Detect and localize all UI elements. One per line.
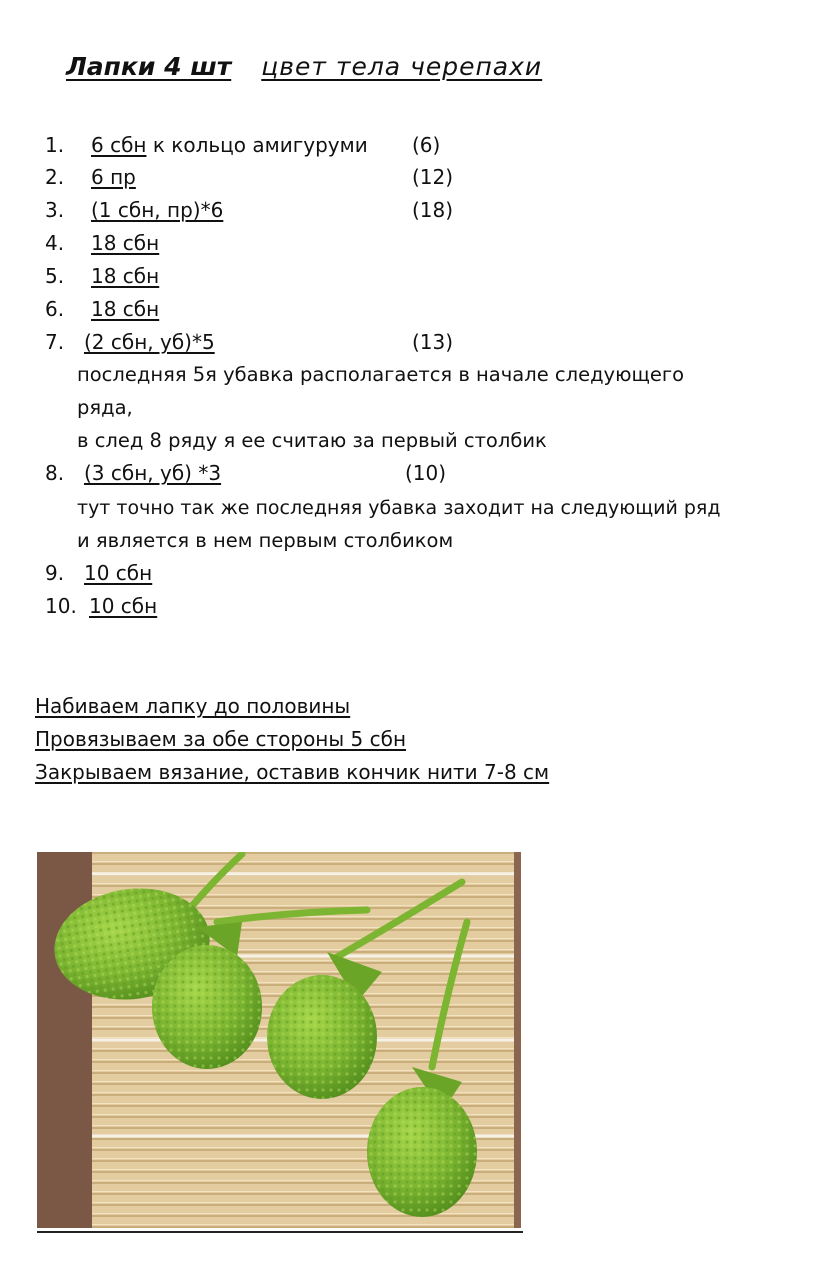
pattern-row-8: 8. (3 сбн, уб) *3 [45, 461, 222, 485]
row-count-8: (10) [405, 461, 447, 485]
photo-turtle-legs [37, 852, 521, 1228]
instruction-stuff: Набиваем лапку до половины [35, 694, 351, 718]
pattern-row-3: 3. (1 сбн, пр)*6 [45, 198, 224, 222]
turtle-legs-illustration [37, 852, 521, 1228]
row-count-2: (12) [412, 165, 454, 189]
pattern-row-9: 9. 10 сбн [45, 561, 153, 585]
instruction-close: Закрываем вязание, оставив кончик нити 7-8 см [35, 760, 550, 784]
pattern-row-4: 4. 18 сбн [45, 231, 160, 255]
pattern-row-5: 5. 18 сбн [45, 264, 160, 288]
pattern-row-10: 10. 10 сбн [45, 594, 158, 618]
row-count-1: (6) [412, 133, 441, 157]
pattern-row-2: 2. 6 пр [45, 165, 136, 189]
note-row8-line2: и является в нем первым столбиком [77, 529, 454, 552]
row-count-7: (13) [412, 330, 454, 354]
note-row7-line3: в след 8 ряду я ее считаю за первый столбик [77, 429, 547, 452]
pattern-row-6: 6. 18 сбн [45, 297, 160, 321]
note-row7-line1: последняя 5я убавка располагается в начале следующего [77, 363, 685, 386]
note-row8-line1: тут точно так же последняя убавка заходит на следующий ряд [77, 497, 721, 519]
row-count-3: (18) [412, 198, 454, 222]
pattern-row-7: 7. (2 сбн, уб)*5 [45, 330, 215, 354]
page-title [66, 52, 542, 81]
title-main: Лапки 4 шт [66, 52, 232, 81]
title-color-note: цвет тела черепахи [261, 52, 543, 81]
instruction-join: Провязываем за обе стороны 5 сбн [35, 727, 407, 751]
pattern-row-1: 1. 6 сбн к кольцо амигуруми [45, 133, 368, 157]
note-row7-line2: ряда, [77, 396, 133, 419]
bottom-divider [37, 1231, 523, 1233]
